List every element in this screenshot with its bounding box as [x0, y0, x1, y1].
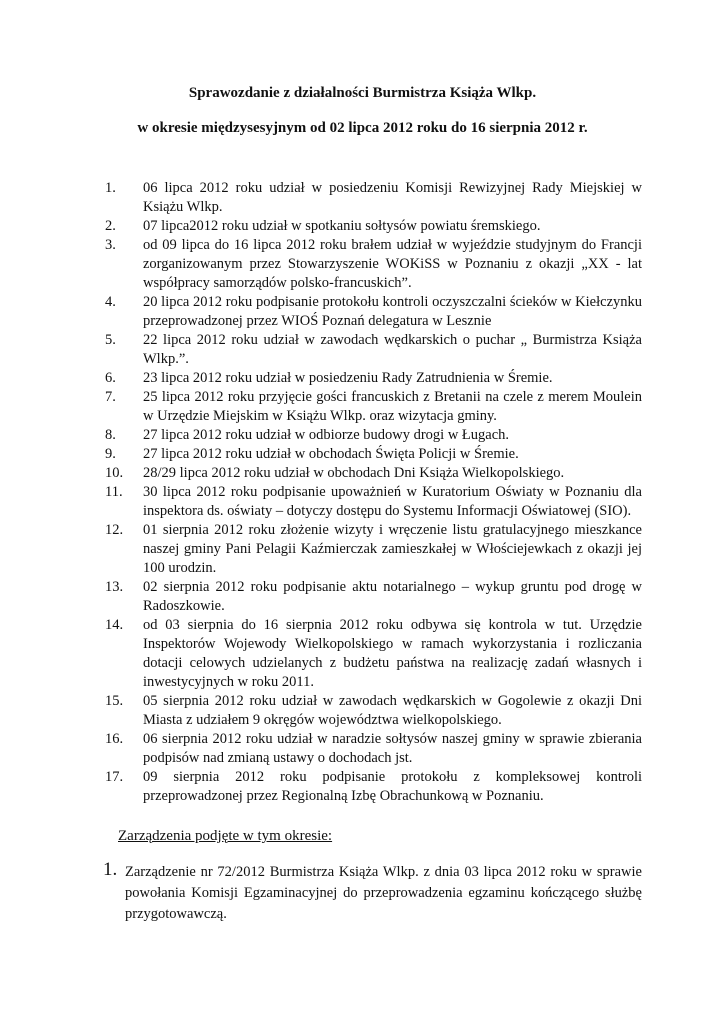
- item-text: 06 lipca 2012 roku udział w posiedzeniu Komisji Rewizyjnej Rady Miejskiej w Książu Wlkp.: [143, 180, 642, 215]
- item-text: 23 lipca 2012 roku udział w posiedzeniu Rady Zatrudnienia w Śremie.: [143, 370, 553, 386]
- item-text: 06 sierpnia 2012 roku udział w naradzie sołtysów naszej gminy w sprawie zbierania podpisów nad zmianą ustawy o dochodach jst.: [143, 731, 642, 766]
- report-period: w okresie międzysesyjnym od 02 lipca 2012 roku do 16 sierpnia 2012 r.: [137, 120, 588, 136]
- item-text: 27 lipca 2012 roku udział w odbiorze budowy drogi w Ługach.: [143, 427, 510, 443]
- list-item: [105, 445, 642, 464]
- item-number: 12.: [105, 522, 124, 538]
- item-number: 6.: [105, 370, 116, 386]
- list-item: [105, 293, 642, 331]
- item-text: 20 lipca 2012 roku podpisanie protokołu kontroli oczyszczalni ścieków w Kiełczynku przeprowadzonej przez WIOŚ Poznań delegatura w Lesznie: [143, 294, 642, 329]
- item-number: 10.: [105, 465, 124, 481]
- item-number: 17.: [105, 769, 124, 785]
- list-item: [105, 217, 642, 236]
- list-item: [105, 692, 642, 730]
- list-item: [105, 331, 642, 369]
- item-number: 15.: [105, 693, 124, 709]
- item-text: 27 lipca 2012 roku udział w obchodach Święta Policji w Śremie.: [143, 446, 519, 462]
- list-item: [105, 578, 642, 616]
- list-item: [105, 236, 642, 293]
- item-number: 4.: [105, 294, 116, 310]
- list-item: [105, 730, 642, 768]
- item-number: 1.: [103, 859, 118, 880]
- list-item: [103, 859, 642, 925]
- item-number: 1.: [105, 180, 116, 196]
- item-text: 30 lipca 2012 roku podpisanie upoważnień w Kuratorium Oświaty w Poznaniu dla inspektora ds. oświaty – dotyczy dostępu do Systemu Informacji Oświatowej (SIO).: [143, 484, 642, 519]
- item-text: od 09 lipca do 16 lipca 2012 roku brałem udział w wyjeździe studyjnym do Francji zorganizowanym przez Stowarzyszenie WOKiSS w Poznaniu z okazji „XX - lat współpracy samorządów polsko-francuskich”.: [143, 237, 642, 291]
- item-text: 09 sierpnia 2012 roku podpisanie protokołu z kompleksowej kontroli przeprowadzonej przez Regionalną Izbę Obrachunkową w Poznaniu.: [143, 769, 642, 804]
- item-number: 9.: [105, 446, 116, 462]
- item-text: od 03 sierpnia do 16 sierpnia 2012 roku odbywa się kontrola w tut. Urzędzie Inspektorów Wojewody Wielkopolskiego w ramach wykorzystania i rozliczania dotacji celowych udzielanych z budżetu państwa na realizację zadań własnych i inwestycyjnych w roku 2011.: [143, 617, 642, 690]
- item-text: 22 lipca 2012 roku udział w zawodach wędkarskich o puchar „ Burmistrza Książa Wlkp.”.: [143, 332, 642, 367]
- item-number: 7.: [105, 389, 116, 405]
- item-text: 28/29 lipca 2012 roku udział w obchodach Dni Książa Wielkopolskiego.: [143, 465, 565, 481]
- list-item: [105, 179, 642, 217]
- item-number: 5.: [105, 332, 116, 348]
- item-text: Zarządzenie nr 72/2012 Burmistrza Książa Wlkp. z dnia 03 lipca 2012 roku w sprawie powołania Komisji Egzaminacyjnej do przeprowadzenia egzaminu kończącego służbę przygotowawczą.: [125, 864, 642, 922]
- list-item: [105, 521, 642, 578]
- item-number: 16.: [105, 731, 124, 747]
- activity-list: [105, 179, 642, 806]
- item-text: 01 sierpnia 2012 roku złożenie wizyty i wręczenie listu gratulacyjnego mieszkance naszej gminy Pani Pelagii Kaźmierczak zamieszkałej w Włościejewkach z okazji jej 100 urodzin.: [143, 522, 642, 576]
- item-number: 8.: [105, 427, 116, 443]
- list-item: [105, 464, 642, 483]
- list-item: [105, 616, 642, 692]
- list-item: [105, 426, 642, 445]
- orders-heading: Zarządzenia podjęte w tym okresie:: [118, 828, 333, 844]
- item-number: 2.: [105, 218, 116, 234]
- list-item: [105, 768, 642, 806]
- list-item: [105, 369, 642, 388]
- orders-list: [103, 859, 642, 925]
- item-number: 13.: [105, 579, 124, 595]
- list-item: [105, 483, 642, 521]
- item-number: 11.: [105, 484, 123, 500]
- item-text: 02 sierpnia 2012 roku podpisanie aktu notarialnego – wykup gruntu pod drogę w Radoszkowie.: [143, 579, 642, 614]
- item-text: 25 lipca 2012 roku przyjęcie gości francuskich z Bretanii na czele z merem Moulein w Urzędzie Miejskim w Książu Wlkp. oraz wizytacja gminy.: [143, 389, 642, 424]
- item-number: 3.: [105, 237, 116, 253]
- report-title: Sprawozdanie z działalności Burmistrza Książa Wlkp.: [188, 85, 537, 101]
- list-item: [105, 388, 642, 426]
- item-text: 05 sierpnia 2012 roku udział w zawodach wędkarskich w Gogolewie z okazji Dni Miasta z udziałem 9 okręgów województwa wielkopolskiego.: [143, 693, 642, 728]
- item-number: 14.: [105, 617, 124, 633]
- item-text: 07 lipca2012 roku udział w spotkaniu sołtysów powiatu śremskiego.: [143, 218, 541, 234]
